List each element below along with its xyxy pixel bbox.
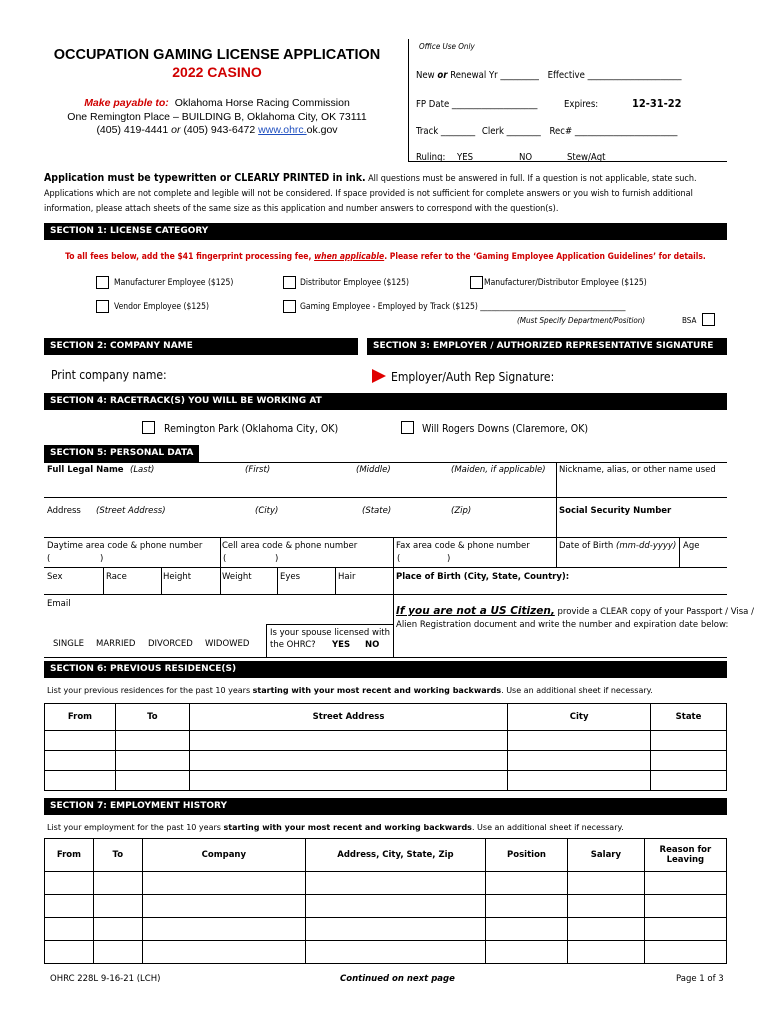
office-expires-value: 12-31-22	[632, 97, 682, 110]
label-manufacturer: Manufacturer Employee ($125)	[114, 278, 234, 288]
commission-address: One Remington Place – BUILDING B, Oklahoma City, OK 73111	[67, 111, 367, 123]
label-distributor: Distributor Employee ($125)	[300, 278, 409, 288]
full-legal-name-label: Full Legal Name	[47, 465, 124, 475]
age-label: Age	[683, 541, 700, 551]
instructions	[44, 171, 729, 217]
not-us-bold: If you are not a US Citizen,	[396, 605, 555, 617]
street-label: (Street Address)	[96, 506, 166, 516]
must-specify: (Must Specify Department/Position)	[517, 316, 646, 325]
office-fp-date: FP Date ____________________	[416, 99, 538, 110]
col-city: City	[508, 704, 651, 731]
table-row[interactable]	[45, 731, 727, 751]
section6-intro	[47, 686, 653, 695]
zip-label: (Zip)	[451, 506, 472, 516]
ssn-label: Social Security Number	[559, 506, 672, 516]
table-row[interactable]	[45, 918, 727, 941]
weight-label: Weight	[222, 572, 252, 582]
office-row-1	[416, 70, 682, 81]
section7-intro-b: starting with your most recent and working backwards	[223, 823, 472, 832]
checkbox-bsa[interactable]	[702, 313, 715, 326]
table-row[interactable]	[45, 895, 727, 918]
race-label: Race	[106, 572, 127, 582]
checkbox-manufacturer[interactable]	[96, 276, 109, 289]
col-to: To	[115, 704, 189, 731]
office-clerk: Clerk ________	[481, 126, 541, 137]
col-to: To	[93, 839, 142, 872]
table-row[interactable]	[45, 771, 727, 791]
section6-intro-a: List your previous residences for the past 10 years	[47, 686, 253, 695]
payable-line	[44, 97, 390, 109]
website-link[interactable]: www.ohrc.	[258, 124, 307, 136]
phone-2: (405) 943-6472	[183, 124, 256, 136]
label-mfg-distributor: Manufacturer/Distributor Employee ($125)	[484, 278, 647, 288]
height-label: Height	[163, 572, 192, 582]
or-text: or	[171, 124, 181, 136]
state-label: (State)	[362, 506, 392, 516]
office-expires-label: Expires:	[564, 99, 599, 110]
office-rec: Rec# ________________________	[549, 126, 678, 137]
section7-intro	[47, 823, 624, 832]
section7-intro-a: List your employment for the past 10 years	[47, 823, 224, 832]
section1-header: SECTION 1: LICENSE CATEGORY	[44, 223, 727, 240]
widowed-label: WIDOWED	[205, 639, 250, 649]
office-renewal: Renewal Yr _________	[450, 70, 539, 81]
payable-to: Oklahoma Horse Racing Commission	[174, 97, 350, 109]
checkbox-remington[interactable]	[142, 421, 155, 434]
table-row[interactable]	[45, 751, 727, 771]
form-title: OCCUPATION GAMING LICENSE APPLICATION	[53, 47, 381, 63]
residence-header-row	[45, 704, 727, 731]
sex-label: Sex	[47, 572, 63, 582]
not-us-citizen	[396, 605, 754, 617]
col-reason: Reason for Leaving	[644, 839, 726, 872]
form-subtitle: 2022 CASINO	[172, 64, 262, 80]
table-row[interactable]	[45, 872, 727, 895]
section3-header: SECTION 3: EMPLOYER / AUTHORIZED REPRESENTATIVE SIGNATURE	[367, 338, 727, 355]
office-track: Track ________	[416, 126, 476, 137]
office-yes: YES	[457, 152, 474, 163]
section6-intro-c: . Use an additional sheet if necessary.	[501, 686, 653, 695]
fax-label: Fax area code & phone number	[396, 541, 530, 551]
office-use-title: Office Use Only	[419, 42, 475, 51]
hair-label: Hair	[338, 572, 356, 582]
col-from: From	[45, 704, 116, 731]
form-id: OHRC 228L 9-16-21 (LCH)	[50, 974, 161, 984]
cell-phone-close: )	[275, 554, 279, 564]
checkbox-vendor[interactable]	[96, 300, 109, 313]
single-label: SINGLE	[53, 639, 84, 649]
section4-header: SECTION 4: RACETRACK(S) YOU WILL BE WORKING AT	[44, 393, 727, 410]
col-from: From	[45, 839, 94, 872]
section7-intro-c: . Use an additional sheet if necessary.	[471, 823, 624, 832]
col-street-address: Street Address	[189, 704, 508, 731]
instructions-bold: Application must be typewritten or CLEARLY PRINTED in ink.	[44, 172, 366, 184]
not-us-rest: provide a CLEAR copy of your Passport / Visa /	[554, 607, 754, 617]
eyes-label: Eyes	[280, 572, 301, 582]
fee-note-a: To all fees below, add the $41 fingerprint processing fee,	[65, 252, 315, 262]
alien-registration: Alien Registration document and write the number and expiration date below:	[396, 620, 729, 630]
checkbox-will-rogers[interactable]	[401, 421, 414, 434]
office-row-3	[416, 126, 677, 137]
col-address: Address, City, State, Zip	[305, 839, 485, 872]
fee-note-b: when applicable	[314, 252, 385, 262]
cell-phone-label: Cell area code & phone number	[222, 541, 358, 551]
dob-text: Date of Birth	[559, 541, 614, 551]
company-name-label: Print company name:	[51, 368, 167, 382]
office-ruling: Ruling:	[416, 152, 446, 163]
place-of-birth-label: Place of Birth (City, State, Country):	[396, 572, 570, 582]
middle-label: (Middle)	[356, 465, 391, 475]
city-label: (City)	[255, 506, 279, 516]
table-row[interactable]	[45, 941, 727, 964]
employment-table	[44, 838, 727, 964]
checkbox-distributor[interactable]	[283, 276, 296, 289]
dob-label	[559, 541, 676, 551]
section6-header: SECTION 6: PREVIOUS RESIDENCE(S)	[44, 661, 727, 678]
spouse-yes: YES	[332, 640, 351, 650]
employment-header-row	[45, 839, 727, 872]
stew-line	[608, 161, 718, 162]
email-label: Email	[47, 599, 71, 609]
bsa-label: BSA	[682, 316, 697, 325]
signature-label: Employer/Auth Rep Signature:	[391, 370, 555, 384]
day-phone-label: Daytime area code & phone number	[47, 541, 203, 551]
office-stew: Stew/Agt	[567, 152, 606, 163]
section7-header: SECTION 7: EMPLOYMENT HISTORY	[44, 798, 727, 815]
website-domain: ok.gov	[306, 124, 338, 136]
office-effective: Effective ______________________	[547, 70, 682, 81]
label-gaming: Gaming Employee - Employed by Track ($125) ______________________________________	[300, 302, 626, 312]
section5-header: SECTION 5: PERSONAL DATA	[44, 445, 199, 462]
maiden-label: (Maiden, if applicable)	[451, 465, 546, 475]
cell-phone-open: (	[223, 554, 227, 564]
first-label: (First)	[245, 465, 271, 475]
section6-intro-b: starting with your most recent and working backwards	[252, 686, 502, 695]
last-label: (Last)	[130, 465, 155, 475]
nickname-label: Nickname, alias, or other name used	[559, 465, 716, 475]
fax-close: )	[447, 554, 451, 564]
col-state: State	[651, 704, 727, 731]
day-phone-close: )	[100, 554, 104, 564]
office-new: New	[416, 70, 435, 81]
payable-label: Make payable to:	[84, 97, 169, 109]
phone-1: (405) 419-4441	[96, 124, 169, 136]
fee-note	[44, 252, 727, 262]
office-or: or	[437, 70, 448, 81]
section2-header: SECTION 2: COMPANY NAME	[44, 338, 358, 355]
col-position: Position	[485, 839, 567, 872]
day-phone-open: (	[47, 554, 51, 564]
checkbox-mfg-distributor[interactable]	[470, 276, 483, 289]
married-label: MARRIED	[96, 639, 136, 649]
signature-arrow-icon	[372, 369, 386, 388]
label-vendor: Vendor Employee ($125)	[114, 302, 209, 312]
checkbox-gaming[interactable]	[283, 300, 296, 313]
label-will-rogers: Will Rogers Downs (Claremore, OK)	[422, 423, 589, 435]
commission-contact	[44, 124, 390, 136]
spouse-label: Is your spouse licensed with	[270, 628, 391, 638]
col-company: Company	[142, 839, 305, 872]
office-no: NO	[519, 152, 533, 163]
dob-format: (mm-dd-yyyy)	[616, 541, 677, 551]
divorced-label: DIVORCED	[148, 639, 193, 649]
page-number: Page 1 of 3	[676, 974, 724, 984]
instructions-text: All questions must be answered in full. If a question is not applicable, state such. Applications which are not complete and legible will not be considered. If space provided is not sufficient for complete answers or you wish to furnish additional information, please attach sheets of the same size as this application and number answers to correspond with the question(s).	[44, 174, 697, 214]
fee-note-c: . Please refer to the ‘Gaming Employee Application Guidelines’ for details.	[384, 252, 706, 262]
continued-note: Continued on next page	[340, 974, 455, 984]
spouse-no: NO	[365, 640, 380, 650]
label-remington: Remington Park (Oklahoma City, OK)	[164, 423, 339, 435]
fax-open: (	[397, 554, 401, 564]
address-label: Address	[47, 506, 81, 516]
ohrc-label: the OHRC?	[270, 640, 316, 650]
residence-table	[44, 703, 727, 791]
col-salary: Salary	[568, 839, 645, 872]
